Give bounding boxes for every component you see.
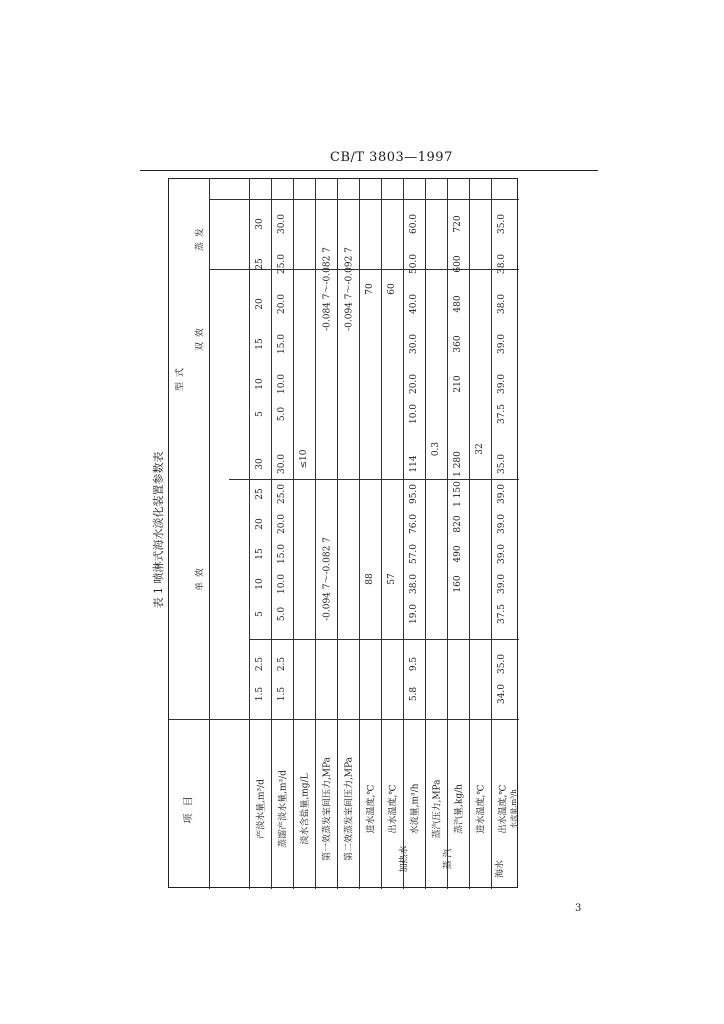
header-rule [140, 170, 598, 171]
row-label: 水流量,m³/h [510, 789, 518, 829]
value-cell: 35.0 [497, 653, 507, 675]
double-effect-header: 双 效 [195, 327, 206, 351]
value-cell: 360 [453, 335, 463, 353]
group-label: 海水 [495, 859, 506, 879]
grid-line [293, 179, 294, 889]
grid-line [425, 179, 426, 889]
value-cell: 32 [475, 443, 485, 455]
value-cell: 30 [255, 458, 265, 470]
value-cell: 5.0 [277, 606, 287, 622]
value-cell: 38.0 [497, 293, 507, 315]
value-cell: 2.5 [277, 656, 287, 672]
value-cell: 10 [255, 578, 265, 590]
value-cell: 35.0 [497, 213, 507, 235]
value-cell: 40.0 [409, 293, 419, 315]
value-cell: 38.0 [497, 253, 507, 275]
value-cell: -0.094 7～-0.082 7 [322, 537, 333, 621]
value-cell: 88 [365, 573, 375, 585]
document-code: CB/T 3803—1997 [330, 150, 453, 165]
grid-line [491, 179, 492, 889]
value-cell: 720 [453, 215, 463, 233]
value-cell: 1.5 [277, 686, 287, 702]
grid-line [249, 639, 519, 640]
value-cell: ≤10 [299, 449, 309, 469]
value-cell: 10.0 [409, 403, 419, 425]
value-cell: 34.0 [497, 683, 507, 705]
value-cell: 30.0 [409, 333, 419, 355]
value-cell: 480 [453, 295, 463, 313]
value-cell: 39.0 [497, 373, 507, 395]
grid-line [381, 179, 382, 889]
value-cell: 10 [255, 378, 265, 390]
value-cell: 39.0 [497, 513, 507, 535]
value-cell: 1.5 [255, 686, 265, 702]
value-cell: 0.3 [431, 441, 441, 457]
grid-line [469, 179, 470, 889]
value-cell: 57 [387, 573, 397, 585]
value-cell: 39.0 [497, 333, 507, 355]
grid-line [249, 179, 250, 889]
row-label: 水流量,m³/h [410, 783, 421, 835]
grid-line [209, 199, 519, 200]
value-cell: 15.0 [277, 333, 287, 355]
table-title: 表 1 喷淋式海水淡化装置参数表 [152, 451, 165, 609]
parameter-table [168, 178, 518, 888]
value-cell: 57.0 [409, 543, 419, 565]
value-cell: 35.0 [497, 453, 507, 475]
value-cell: 5.8 [409, 686, 419, 702]
group-label: 蒸 汽 [443, 848, 454, 870]
grid-line [447, 179, 448, 889]
value-cell: -0.084 7～-0.082 7 [322, 247, 333, 331]
value-cell: 37.5 [497, 603, 507, 625]
value-cell: 820 [453, 515, 463, 533]
value-cell: 30 [255, 218, 265, 230]
value-cell: 39.0 [497, 573, 507, 595]
value-cell: 25.0 [277, 253, 287, 275]
value-cell: 10.0 [277, 373, 287, 395]
row-label: 出水温度,℃ [498, 784, 509, 834]
value-cell: 9.5 [409, 656, 419, 672]
group-label: 加热水 [399, 845, 410, 873]
value-cell: 50.0 [409, 253, 419, 275]
value-cell: 30.0 [277, 213, 287, 235]
value-cell: 10.0 [277, 573, 287, 595]
value-cell: 95.0 [409, 483, 419, 505]
value-cell: 160 [453, 575, 463, 593]
grid-line [403, 179, 404, 889]
value-cell: 38.0 [409, 573, 419, 595]
row-label: 产淡水量,m³/d [256, 779, 267, 839]
grid-line [169, 719, 519, 720]
value-cell: 490 [453, 545, 463, 563]
single-effect-header: 单 效 [195, 567, 206, 591]
value-cell: 60.0 [409, 213, 419, 235]
row-label: 蒸汽压力,MPa [432, 779, 443, 839]
value-cell: 20.0 [409, 373, 419, 395]
value-cell: 5 [255, 611, 265, 617]
grid-line [209, 179, 210, 889]
grid-line [359, 179, 360, 889]
value-cell: 30.0 [277, 453, 287, 475]
value-cell: 210 [453, 375, 463, 393]
value-cell: 37.5 [497, 403, 507, 425]
grid-line [271, 179, 272, 889]
value-cell: 5 [255, 411, 265, 417]
value-cell: 25 [255, 488, 265, 500]
value-cell: 2.5 [255, 656, 265, 672]
value-cell: 70 [365, 283, 375, 295]
row-label: 第一效蒸发室间压力,MPa [322, 756, 333, 862]
value-cell: 5.0 [277, 406, 287, 422]
row-label: 进水温度,℃ [476, 784, 487, 834]
row-label: 蒸馏产淡水量,m³/d [278, 770, 289, 848]
value-cell: 19.0 [409, 603, 419, 625]
value-cell: 39.0 [497, 543, 507, 565]
value-cell: 15 [255, 548, 265, 560]
grid-line [229, 479, 519, 480]
column-header-item: 项 目 [183, 794, 195, 824]
value-cell: 20.0 [277, 293, 287, 315]
row-label: 蒸汽量,kg/h [454, 784, 465, 834]
value-cell: 20.0 [277, 513, 287, 535]
page-number: 3 [575, 903, 582, 914]
value-cell: 1 280 [453, 451, 463, 477]
row-label: 第二效蒸发室间压力,MPa [344, 756, 355, 862]
value-cell: 15 [255, 338, 265, 350]
value-cell: 15.0 [277, 543, 287, 565]
value-cell: 39.0 [497, 483, 507, 505]
value-cell: 25.0 [277, 483, 287, 505]
grid-line [315, 179, 316, 889]
value-cell: 600 [453, 255, 463, 273]
value-cell: -0.094 7～-0.092 7 [344, 247, 355, 331]
value-cell: 1 150 [453, 481, 463, 507]
value-cell: 114 [409, 455, 419, 473]
value-cell: 60 [387, 283, 397, 295]
grid-line [337, 179, 338, 889]
type-header: 型 式 [175, 367, 186, 391]
row-label: 淡水含盐量,mg/L [300, 773, 311, 845]
row-label: 进水温度,℃ [366, 784, 377, 834]
value-cell: 20 [255, 518, 265, 530]
multi-effect-header: 蒸 发 [195, 227, 206, 251]
value-cell: 76.0 [409, 513, 419, 535]
value-cell: 25 [255, 258, 265, 270]
row-label: 出水温度,℃ [388, 784, 399, 834]
value-cell: 20 [255, 298, 265, 310]
